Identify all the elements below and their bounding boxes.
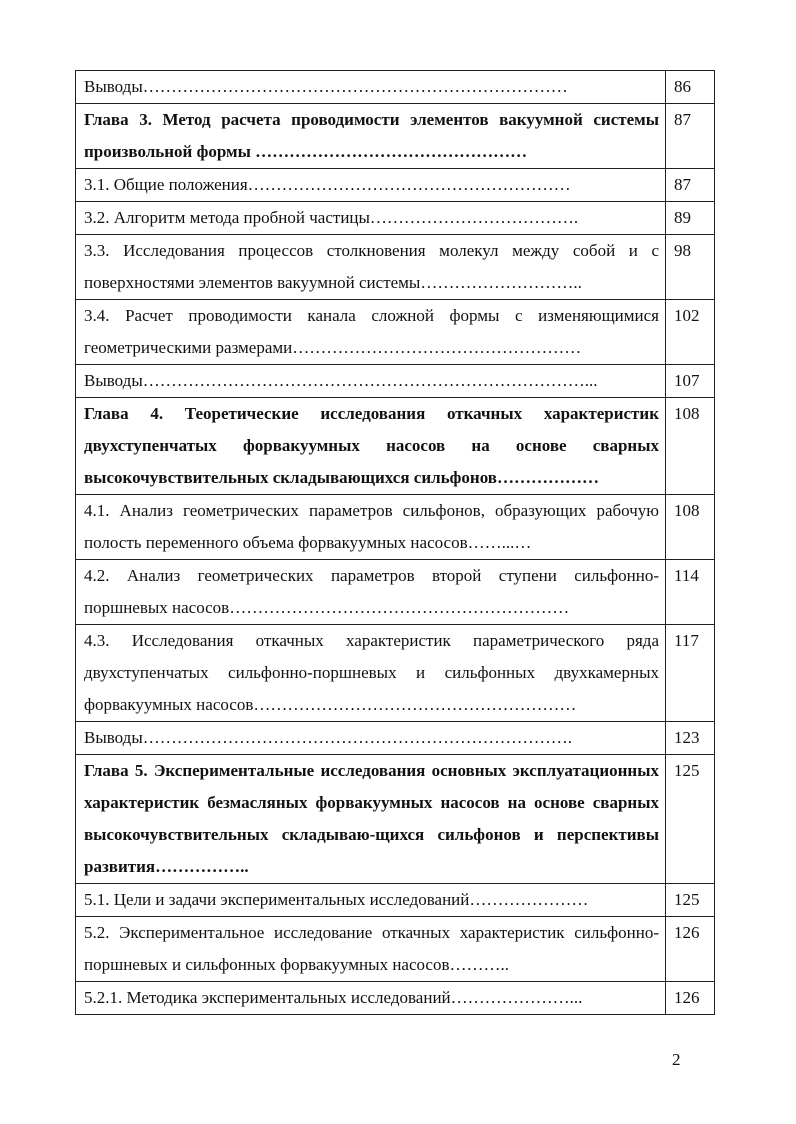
toc-entry-page: 125 <box>666 884 715 917</box>
toc-entry-title: 3.4. Расчет проводимости канала сложной формы с изменяющимися геометрическими размерами…………………………………………… <box>76 300 666 365</box>
toc-entry-title: Выводы………………………………………………………………… <box>76 71 666 104</box>
toc-entry-page: 123 <box>666 722 715 755</box>
toc-row <box>76 169 715 202</box>
toc-entry-page: 86 <box>666 71 715 104</box>
toc-chapter-row <box>76 398 715 495</box>
toc-entry-page: 108 <box>666 495 715 560</box>
toc-entry-title: Выводы…………………………………………………………………. <box>76 722 666 755</box>
toc-entry-page: 87 <box>666 169 715 202</box>
toc-entry-title: 3.3. Исследования процессов столкновения молекул между собой и с поверхностями элементов вакуумной системы……………………….. <box>76 235 666 300</box>
toc-entry-title: 4.1. Анализ геометрических параметров сильфонов, образующих рабочую полость переменного объема форвакуумных насосов……...… <box>76 495 666 560</box>
toc-entry-page: 108 <box>666 398 715 495</box>
toc-entry-page: 125 <box>666 755 715 884</box>
toc-row <box>76 495 715 560</box>
toc-row <box>76 625 715 722</box>
toc-entry-page: 117 <box>666 625 715 722</box>
toc-entry-title: 4.2. Анализ геометрических параметров второй ступени сильфонно-поршневых насосов…………………………………………………… <box>76 560 666 625</box>
toc-entry-title: Глава 5. Экспериментальные исследования основных эксплуатационных характеристик безмасляных форвакуумных насосов на основе сварных высокочувствительных складываю-щихся сильфонов и перспективы развития…………….. <box>76 755 666 884</box>
toc-row <box>76 235 715 300</box>
toc-entry-title: 5.2. Экспериментальное исследование откачных характеристик сильфонно-поршневых и сильфонных форвакуумных насосов……….. <box>76 917 666 982</box>
toc-row <box>76 560 715 625</box>
toc-row <box>76 300 715 365</box>
toc-row <box>76 917 715 982</box>
toc-row <box>76 722 715 755</box>
toc-row <box>76 365 715 398</box>
toc-entry-title: 3.2. Алгоритм метода пробной частицы………………………………. <box>76 202 666 235</box>
toc-row <box>76 202 715 235</box>
toc-entry-page: 98 <box>666 235 715 300</box>
toc-row <box>76 71 715 104</box>
page-number: 2 <box>672 1050 681 1069</box>
toc-entry-title: Глава 4. Теоретические исследования откачных характеристик двухступенчатых форвакуумных насосов на основе сварных высокочувствительных складывающихся сильфонов……………… <box>76 398 666 495</box>
toc-entry-title: 4.3. Исследования откачных характеристик параметрического ряда двухступенчатых сильфонно-поршневых и сильфонных двухкамерных форвакуумных насосов………………………………………………… <box>76 625 666 722</box>
toc-row <box>76 884 715 917</box>
toc-entry-title: 5.2.1. Методика экспериментальных исследований…………………... <box>76 982 666 1015</box>
toc-entry-page: 87 <box>666 104 715 169</box>
toc-chapter-row <box>76 755 715 884</box>
toc-entry-page: 89 <box>666 202 715 235</box>
toc-entry-page: 126 <box>666 982 715 1015</box>
toc-chapter-row <box>76 104 715 169</box>
table-of-contents <box>75 70 715 1015</box>
toc-body <box>76 71 715 1015</box>
toc-entry-title: Выводы……………………………………………………………………... <box>76 365 666 398</box>
toc-entry-title: 5.1. Цели и задачи экспериментальных исследований………………… <box>76 884 666 917</box>
toc-entry-page: 114 <box>666 560 715 625</box>
toc-entry-title: Глава 3. Метод расчета проводимости элементов вакуумной системы произвольной формы ………………………………………… <box>76 104 666 169</box>
toc-entry-page: 102 <box>666 300 715 365</box>
toc-entry-page: 126 <box>666 917 715 982</box>
toc-entry-page: 107 <box>666 365 715 398</box>
toc-row <box>76 982 715 1015</box>
toc-entry-title: 3.1. Общие положения………………………………………………… <box>76 169 666 202</box>
